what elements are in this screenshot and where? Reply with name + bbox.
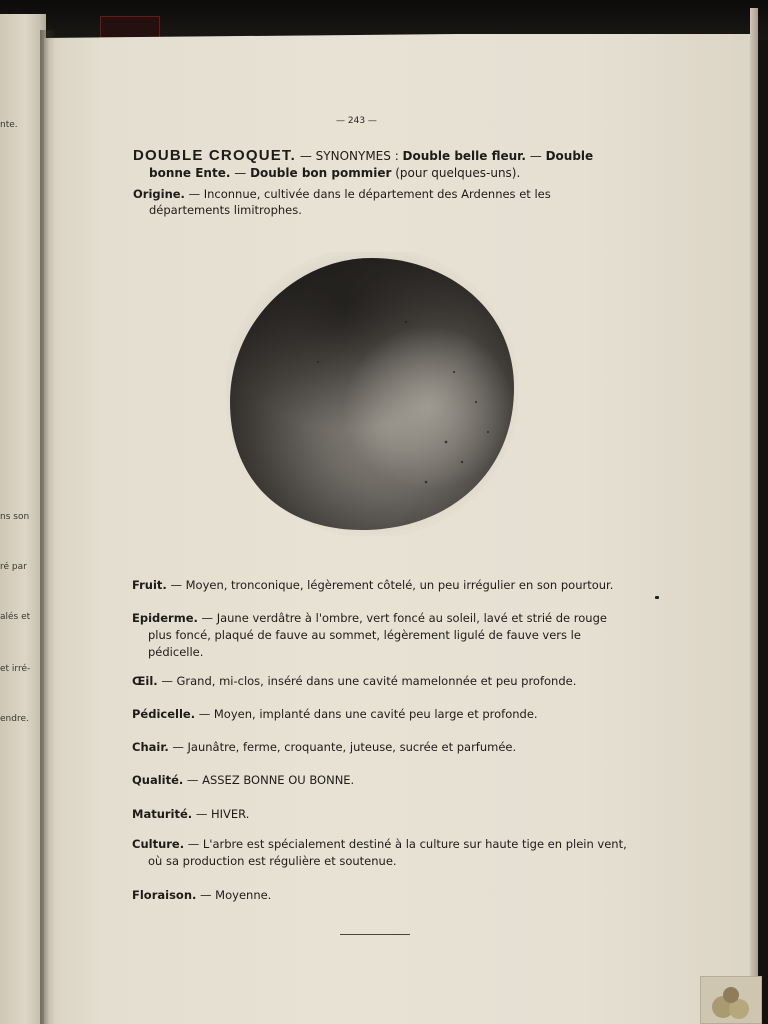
origin-text: — Inconnue, cultivée dans le département des Ardennes et les départements limitrophes. — [149, 187, 551, 217]
field-text: — Moyen, implanté dans une cavité peu large et profonde. — [195, 707, 538, 721]
field-label: Pédicelle. — [132, 707, 196, 721]
corner-watermark-thumbnail — [700, 976, 762, 1024]
separator: — — [230, 166, 251, 180]
field-label: Chair. — [132, 740, 169, 754]
field-label: Floraison. — [132, 888, 197, 902]
field-qualite — [132, 772, 628, 789]
field-oeil — [132, 673, 628, 690]
ink-speck — [655, 596, 659, 599]
field-label: Œil. — [132, 674, 158, 688]
left-page-fragment: nte. — [0, 120, 18, 130]
field-culture — [132, 836, 628, 870]
field-chair — [132, 739, 628, 756]
left-page-fragment: alés et — [0, 612, 31, 622]
apple-photograph — [226, 252, 518, 536]
field-label: Fruit. — [132, 578, 167, 592]
field-text: — Moyenne. — [196, 888, 272, 902]
variety-name: DOUBLE CROQUET. — [133, 147, 297, 164]
left-page-fragment: ns son — [0, 512, 30, 522]
field-fruit — [132, 577, 628, 594]
field-label: Epiderme. — [132, 611, 198, 625]
separator: — — [525, 149, 546, 163]
bookmark-tab — [100, 16, 160, 38]
entry-heading — [133, 147, 619, 182]
origin-paragraph — [133, 186, 619, 218]
field-label: Maturité. — [132, 807, 193, 821]
book-gutter — [40, 30, 56, 1024]
field-text: — Jaune verdâtre à l'ombre, vert foncé au soleil, lavé et strié de rouge plus foncé, plaqué de fauve au sommet, légèrement ligulé de fauve vers le pédicelle. — [148, 611, 607, 659]
field-text: — Moyen, tronconique, légèrement côtelé, un peu irrégulier en son pourtour. — [166, 578, 614, 592]
left-page-fragment: ré par — [0, 562, 27, 572]
synonyms-prefix: — SYNONYMES : — [296, 149, 403, 163]
synonym: Double bon pommier — [250, 166, 392, 180]
synonym: Double bonne Ente. — [149, 149, 594, 180]
page-number: — 243 — — [336, 116, 377, 126]
page-edge — [750, 8, 758, 1024]
field-text: — ASSEZ BONNE OU BONNE. — [183, 773, 355, 787]
end-rule — [340, 934, 410, 935]
field-text: — HIVER. — [192, 807, 250, 821]
field-pedicelle — [132, 706, 628, 723]
field-floraison — [132, 887, 628, 904]
field-text: — L'arbre est spécialement destiné à la culture sur haute tige en plein vent, où sa production est régulière et soutenue. — [148, 837, 627, 868]
field-label: Culture. — [132, 837, 185, 851]
field-text: — Jaunâtre, ferme, croquante, juteuse, sucrée et parfumée. — [168, 740, 517, 754]
synonym-note: (pour quelques-uns). — [391, 166, 521, 180]
field-maturite — [132, 806, 628, 823]
synonym: Double belle fleur. — [402, 149, 526, 163]
left-page-fragment: et irré- — [0, 664, 31, 674]
field-epiderme — [132, 610, 624, 661]
field-label: Qualité. — [132, 773, 184, 787]
left-page-fragment: endre. — [0, 714, 29, 724]
field-text: — Grand, mi-clos, inséré dans une cavité mamelonnée et peu profonde. — [157, 674, 577, 688]
origin-label: Origine. — [133, 187, 185, 201]
